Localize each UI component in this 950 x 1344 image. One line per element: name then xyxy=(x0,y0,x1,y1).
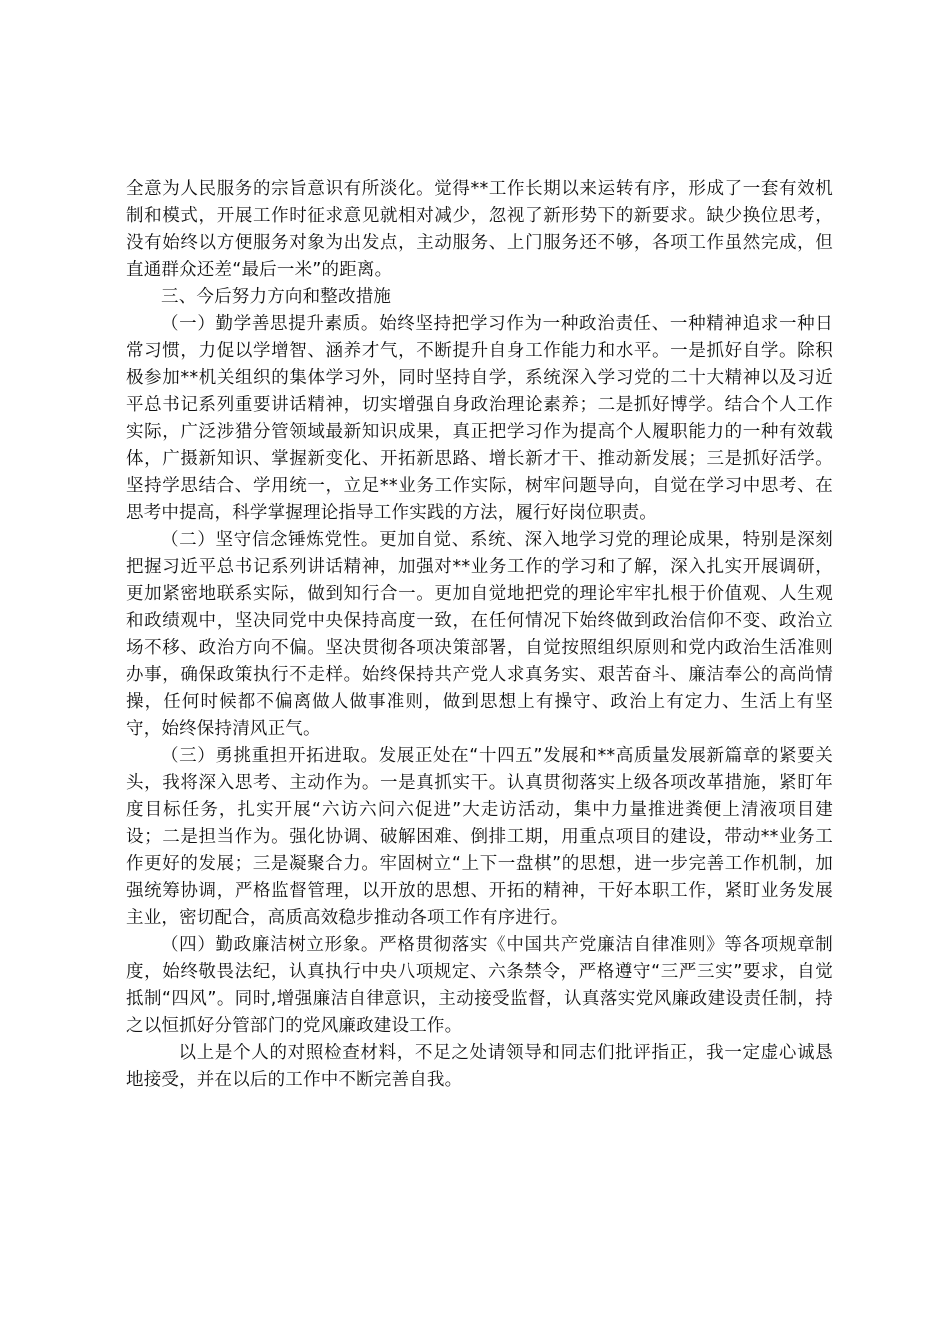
document-page xyxy=(126,176,833,1094)
measure-paragraph-2 xyxy=(126,527,833,743)
measure-2-lead: （二）坚守信念锤炼党性。 xyxy=(161,530,380,550)
measure-4-body: 严格贯彻落实《中国共产党廉洁自律准则》等各项规章制度，始终敬畏法纪，认真执行中央八项规定、六条禁令，严格遵守“三严三实”要求，自觉抵制“四风”。同时,增强廉洁自律意识，主动接受监督，认真落实党风廉政建设责任制，持之以恒抓好分管部门的党风廉政建设工作。 xyxy=(126,935,834,1036)
intro-paragraph: 全意为人民服务的宗旨意识有所淡化。觉得**工作长期以来运转有序，形成了一套有效机制和模式，开展工作时征求意见就相对减少，忽视了新形势下的新要求。缺少换位思考，没有始终以方便服务对象为出发点，主动服务、上门服务还不够，各项工作虽然完成，但直通群众还差“最后一米”的距离。 xyxy=(126,179,833,280)
measure-paragraph-4 xyxy=(126,932,833,1040)
measure-3-body: 发展正处在“十四五”发展和**高质量发展新篇章的紧要关头，我将深入思考、主动作为。一是真抓实干。认真贯彻落实上级各项改革措施，紧盯年度目标任务，扎实开展“六访六问六促进”大走访活动，集中力量推进粪便上清液项目建设；二是担当作为。强化协调、破解困难、倒排工期，用重点项目的建设，带动**业务工作更好的发展；三是凝聚合力。牢固树立“上下一盘棋”的思想，进一步完善工作机制，加强统筹协调，严格监督管理，以开放的思想、开拓的精神，干好本职工作，紧盯业务发展主业，密切配合，高质高效稳步推动各项工作有序进行。 xyxy=(126,746,833,928)
measure-1-body: 始终坚持把学习作为一种政治责任、一种精神追求一种日常习惯，力促以学增智、涵养才气，不断提升自身工作能力和水平。一是抓好自学。除积极参加**机关组织的集体学习外，同时坚持自学，系统深入学习党的二十大精神以及习近平总书记系列重要讲话精神，切实增强自身政治理论素养；二是抓好博学。结合个人工作实际，广泛涉猎分管领域最新知识成果，真正把学习作为提高个人履职能力的一种有效载体，广摄新知识、掌握新变化、开拓新思路、增长新才干、推动新发展；三是抓好活学。坚持学思结合、学用统一，立足**业务工作实际，树牢问题导向，自觉在学习中思考、在思考中提高，科学掌握理论指导工作实践的方法，履行好岗位职责。 xyxy=(126,314,834,523)
measure-2-body: 更加自觉、系统、深入地学习党的理论成果，特别是深刻把握习近平总书记系列讲话精神，加强对**业务工作的学习和了解，深入扎实开展调研，更加紧密地联系实际，做到知行合一。更加自觉地把党的理论牢牢扎根于价值观、人生观和政绩观中，坚决同党中央保持高度一致，在任何情况下始终做到政治信仰不变、政治立场不移、政治方向不偏。坚决贯彻各项决策部署，自觉按照组织原则和党内政治生活准则办事，确保政策执行不走样。始终保持共产党人求真务实、艰苦奋斗、廉洁奉公的高尚情操，任何时候都不偏离做人做事准则，做到思想上有操守、政治上有定力、生活上有坚守，始终保持清风正气。 xyxy=(126,530,834,739)
measure-paragraph-1 xyxy=(126,311,833,527)
section-heading: 三、今后努力方向和整改措施 xyxy=(161,287,392,307)
measure-1-lead: （一）勤学善思提升素质。 xyxy=(161,314,380,334)
measure-4-lead: （四）勤政廉洁树立形象。 xyxy=(161,935,380,955)
measure-3-lead: （三）勇挑重担开拓进取。 xyxy=(161,746,379,766)
measure-paragraph-3 xyxy=(126,743,833,932)
closing-paragraph: 以上是个人的对照检查材料，不足之处请领导和同志们批评指正，我一定虚心诚恳地接受，并在以后的工作中不断完善自我。 xyxy=(126,1043,833,1090)
